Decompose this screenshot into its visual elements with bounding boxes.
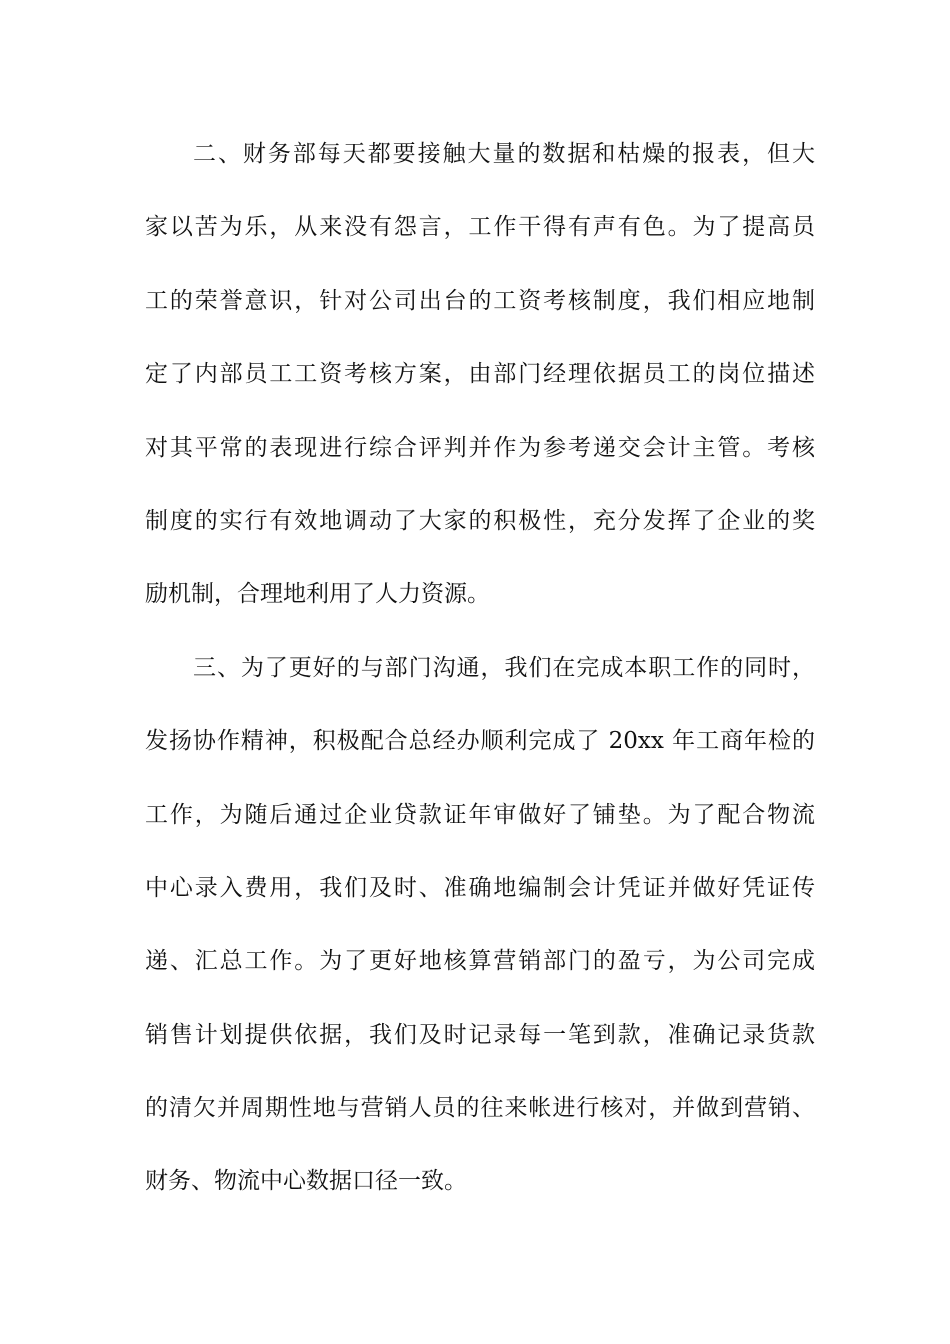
paragraph-line: 工作，为随后通过企业贷款证年审做好了铺垫。为了配合物流 (145, 801, 815, 828)
paragraph-department-communication (145, 642, 815, 1229)
paragraph-line: 工的荣誉意识，针对公司出台的工资考核制度，我们相应地制 (145, 287, 815, 314)
paragraph-line: 销售计划提供依据，我们及时记录每一笔到款，准确记录货款 (145, 1021, 815, 1048)
paragraph-line: 二、财务部每天都要接触大量的数据和枯燥的报表，但大 (193, 141, 815, 167)
paragraph-line: 的清欠并周期性地与营销人员的往来帐进行核对，并做到营销、 (145, 1095, 815, 1122)
paragraph-line: 对其平常的表现进行综合评判并作为参考递交会计主管。考核 (145, 434, 815, 461)
paragraph-line: 励机制，合理地利用了人力资源。 (145, 581, 490, 608)
paragraph-line: 中心录入费用，我们及时、准确地编制会计凭证并做好凭证传 (145, 874, 815, 901)
paragraph-line: 递、汇总工作。为了更好地核算营销部门的盈亏，为公司完成 (145, 948, 815, 975)
paragraph-line: 家以苦为乐，从来没有怨言，工作干得有声有色。为了提高员 (145, 214, 815, 241)
paragraph-finance-reports (145, 128, 815, 642)
paragraph-line: 定了内部员工工资考核方案，由部门经理依据员工的岗位描述 (145, 361, 815, 388)
paragraph-line: 发扬协作精神，积极配合总经办顺利完成了 20xx 年工商年检的 (145, 728, 815, 755)
document-body (145, 128, 815, 1229)
paragraph-line: 财务、物流中心数据口径一致。 (145, 1168, 467, 1195)
paragraph-line: 三、为了更好的与部门沟通，我们在完成本职工作的同时， (193, 654, 815, 681)
paragraph-line: 制度的实行有效地调动了大家的积极性，充分发挥了企业的奖 (145, 507, 815, 534)
